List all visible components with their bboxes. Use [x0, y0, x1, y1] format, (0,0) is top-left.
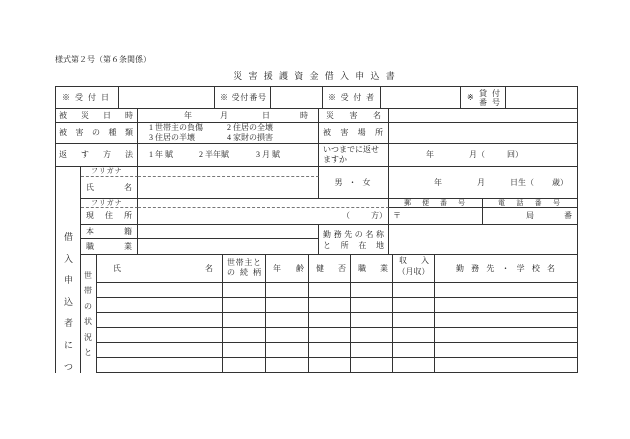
household-cell	[266, 283, 309, 298]
loan-number-field	[506, 87, 578, 109]
household-cell	[393, 343, 435, 358]
repayment-option-annual: 1 年 賦	[149, 150, 173, 159]
application-table	[55, 86, 578, 373]
phone-number-unit: 番	[564, 211, 572, 220]
household-header-name: 氏 名	[97, 255, 223, 283]
disaster-day-unit: 日	[262, 110, 270, 120]
disaster-name-label: 災 害 名	[319, 109, 389, 123]
applicant-name-label: 氏 名	[81, 177, 138, 199]
disaster-month-unit: 月	[220, 110, 228, 120]
repayment-option-semiannual: 2 半年賦	[199, 150, 229, 159]
household-cell	[266, 328, 309, 343]
disaster-hour-unit: 時	[300, 110, 308, 120]
household-cell	[97, 343, 223, 358]
household-cell	[435, 358, 578, 373]
applicant-name-field	[138, 177, 319, 199]
loan-number-label-line2: 番 号	[479, 98, 500, 107]
form-number: 様式第２号（第６条関係）	[55, 55, 151, 64]
applicant-workplace-field	[389, 225, 578, 255]
damage-type-label: 被 害 の 種 類	[56, 123, 138, 144]
repayment-year-unit: 年	[426, 150, 434, 159]
reception-number-field	[271, 87, 323, 109]
household-cell	[351, 328, 393, 343]
household-header-health: 健 否	[309, 255, 351, 283]
household-cell	[223, 298, 266, 313]
disaster-datetime-field	[138, 109, 319, 123]
applicant-workplace-label-line1: 勤務先の名称	[323, 230, 384, 239]
repayment-method-label: 返 す 方 法	[56, 144, 138, 167]
household-cell	[309, 283, 351, 298]
loan-number-label-cell	[461, 87, 506, 109]
damage-location-field	[389, 123, 578, 144]
household-cell	[223, 328, 266, 343]
repayment-option-monthly: 3 月 賦	[256, 150, 280, 159]
household-cell	[309, 343, 351, 358]
disaster-year-unit: 年	[184, 110, 192, 120]
household-cell	[393, 298, 435, 313]
applicant-address-furigana-field	[138, 199, 389, 208]
applicant-gender-options: 男 ・ 女	[319, 167, 389, 199]
household-cell	[351, 358, 393, 373]
repayment-deadline-field	[389, 144, 578, 167]
applicant-domicile-label: 本 籍	[81, 225, 138, 239]
birth-age-unit: 歳）	[552, 177, 568, 187]
household-cell	[435, 328, 578, 343]
repayment-month-unit: 月（	[469, 150, 485, 159]
household-header-occupation: 職 業	[351, 255, 393, 283]
household-cell	[435, 343, 578, 358]
household-cell	[223, 283, 266, 298]
applicant-address-field	[138, 208, 389, 225]
household-cell	[393, 283, 435, 298]
reception-receiver-label: ※ 受 付 者	[323, 87, 381, 109]
damage-option-1: 1 世帯主の負傷	[149, 123, 203, 132]
address-paren-open: （	[342, 211, 350, 220]
household-cell	[351, 313, 393, 328]
loan-number-label-line1: 貸 付	[479, 89, 500, 98]
household-cell	[97, 298, 223, 313]
household-cell	[97, 283, 223, 298]
applicant-furigana-label: フリガナ	[81, 167, 138, 177]
applicant-domicile-field	[138, 225, 319, 239]
household-header-income-line1: 収 入	[399, 256, 429, 265]
household-cell	[309, 313, 351, 328]
household-header-age: 年 齢	[266, 255, 309, 283]
applicant-section-label: 借入申込者につ	[63, 232, 73, 372]
applicant-workplace-label	[319, 225, 389, 255]
household-header-workplace-school: 勤 務 先 ・ 学 校 名	[435, 255, 578, 283]
form-title: 災 害 援 護 資 金 借 入 申 込 書	[233, 71, 397, 81]
household-cell	[223, 313, 266, 328]
birth-year-unit: 年	[434, 177, 442, 187]
household-section-label-cell	[81, 255, 97, 373]
household-cell	[266, 313, 309, 328]
phone-number-label: 電 話 番 号	[483, 199, 578, 208]
repayment-count-unit: 回）	[507, 150, 523, 159]
household-cell	[309, 328, 351, 343]
applicant-workplace-label-line2: と 所 在 地	[323, 241, 384, 250]
applicant-furigana-field	[138, 167, 319, 177]
household-cell	[435, 283, 578, 298]
repayment-deadline-label-line1: いつまでに返せ	[323, 145, 379, 154]
household-cell	[266, 343, 309, 358]
household-header-income-line2: （月収）	[397, 267, 430, 276]
household-cell	[223, 343, 266, 358]
damage-type-options	[138, 123, 319, 144]
household-cell	[97, 328, 223, 343]
household-cell	[223, 358, 266, 373]
disaster-name-field	[389, 109, 578, 123]
household-cell	[393, 328, 435, 343]
address-care-of-unit: 方）	[371, 211, 387, 220]
household-cell	[266, 358, 309, 373]
repayment-deadline-label	[319, 144, 389, 167]
applicant-section-label-cell	[56, 167, 81, 373]
phone-exchange-unit: 局	[526, 211, 534, 220]
repayment-deadline-label-line2: ますか	[323, 155, 347, 164]
household-cell	[393, 358, 435, 373]
damage-option-3: 3 住居の半壊	[149, 133, 195, 142]
applicant-birth-date-field	[389, 167, 578, 199]
postal-code-label: 郵 便 番 号	[389, 199, 483, 208]
household-cell	[97, 358, 223, 373]
loan-number-mark: ※	[467, 92, 474, 102]
household-cell	[393, 313, 435, 328]
household-table	[97, 255, 578, 373]
household-cell	[351, 298, 393, 313]
birth-month-unit: 月	[477, 177, 485, 187]
applicant-address-label: 現 住 所	[81, 208, 138, 225]
household-section-label: 世帯の状況と	[84, 271, 92, 358]
household-header-relationship-line2: の 続 柄	[227, 268, 261, 277]
disaster-datetime-label: 被 災 日 時	[56, 109, 138, 123]
applicant-occupation-label: 職 業	[81, 239, 138, 255]
household-cell	[97, 313, 223, 328]
postal-code-field	[389, 208, 483, 225]
applicant-occupation-field	[138, 239, 319, 255]
applicant-address-furigana-label: フリガナ	[81, 199, 138, 208]
household-cell	[435, 313, 578, 328]
reception-date-label: ※ 受 付 日	[56, 87, 119, 109]
repayment-method-options	[138, 144, 319, 167]
damage-option-2: 2 住居の全壊	[227, 123, 273, 132]
household-cell	[309, 298, 351, 313]
household-cell	[351, 343, 393, 358]
birth-day-unit: 日生（	[510, 177, 534, 187]
household-cell	[309, 358, 351, 373]
household-header-relationship-line1: 世帯主と	[227, 258, 261, 267]
damage-location-label: 被 害 場 所	[319, 123, 389, 144]
reception-date-field	[119, 87, 215, 109]
household-header-income	[393, 255, 435, 283]
phone-number-field	[483, 208, 578, 225]
household-cell	[266, 298, 309, 313]
reception-number-label: ※ 受付番号	[215, 87, 271, 109]
household-cell	[351, 283, 393, 298]
reception-receiver-field	[381, 87, 461, 109]
damage-option-4: 4 家財の損害	[227, 133, 273, 142]
household-cell	[435, 298, 578, 313]
household-header-relationship	[223, 255, 266, 283]
postal-mark: 〒	[393, 211, 401, 220]
